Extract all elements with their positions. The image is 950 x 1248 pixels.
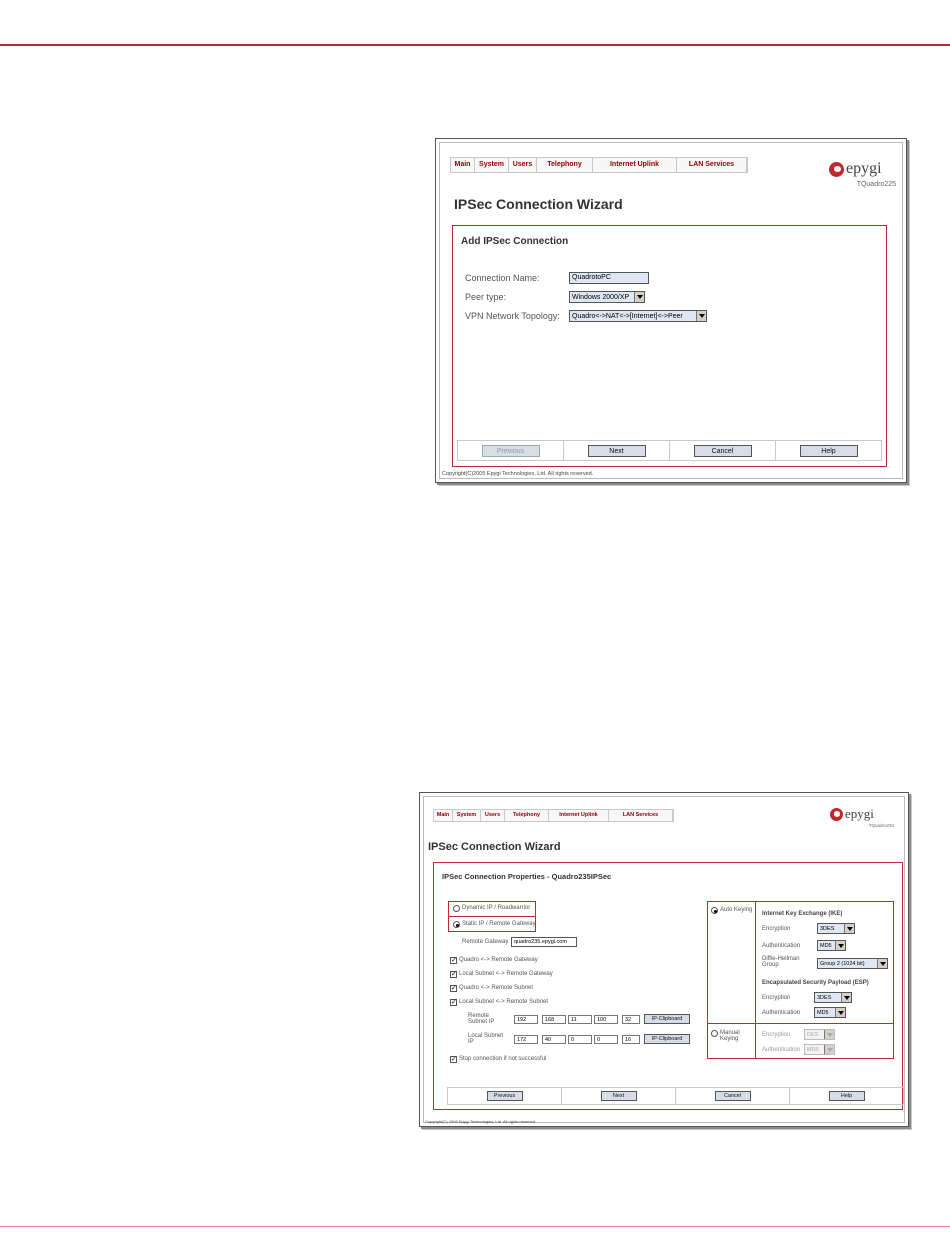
local-mask[interactable]: 16 [622, 1035, 640, 1044]
opt1-label: Quadro <-> Remote Gateway [459, 957, 538, 963]
wizard-panel [433, 862, 903, 1110]
cancel-button[interactable]: Cancel [694, 445, 752, 457]
connection-mode-divider [448, 916, 536, 917]
cancel-button[interactable]: Cancel [715, 1091, 751, 1101]
static-ip-radio[interactable] [453, 921, 460, 928]
nav-tab-users[interactable]: Users [509, 158, 537, 172]
nav-tab-telephony[interactable]: Telephony [505, 810, 549, 821]
wizard-title: IPSec Connection Wizard [428, 841, 561, 853]
next-button[interactable]: Next [588, 445, 646, 457]
screenshot-ipsec-properties [419, 792, 909, 1127]
wizard-button-bar [457, 440, 882, 461]
opt3-label: Quadro <-> Remote Subnet [459, 985, 534, 991]
button-cell [564, 441, 670, 460]
nav-tab-users[interactable]: Users [481, 810, 505, 821]
help-button[interactable]: Help [800, 445, 858, 457]
copyright: Copyright(C)2005 Epygi Technologies, Ltd. All rights reserved. [442, 471, 594, 477]
epygi-logo-text: epygi [845, 806, 874, 821]
chevron-down-icon [835, 941, 845, 950]
esp-encryption-value: 3DES [817, 994, 832, 1001]
nav-tab-telephony[interactable]: Telephony [537, 158, 593, 172]
peer-type-select[interactable] [569, 291, 645, 303]
peer-type-value: Windows 2000/XP [572, 293, 630, 301]
remote-ip-octet-2[interactable]: 168 [542, 1015, 566, 1024]
product-name: TQuadro234 [868, 823, 894, 828]
wizard-title: IPSec Connection Wizard [454, 196, 623, 212]
opt3-checkbox[interactable]: ✓ [451, 985, 457, 992]
topology-label: VPN Network Topology: [465, 311, 560, 321]
button-cell [448, 1088, 562, 1104]
chevron-down-icon [841, 993, 851, 1002]
main-nav [433, 809, 674, 822]
stop-connection-checkbox[interactable]: ✓ [451, 1056, 457, 1063]
epygi-logo-mark [829, 162, 844, 177]
manual-encryption-label: Encryption [762, 1032, 791, 1038]
nav-tab-internet-uplink[interactable]: Internet Uplink [549, 810, 609, 821]
ike-title: Internet Key Exchange (IKE) [762, 911, 843, 917]
ike-authentication-select[interactable] [817, 940, 846, 951]
dh-group-label: Diffie-Hellman Group [762, 956, 800, 968]
topology-value: Quadro<->NAT<->[Internet]<->Peer [572, 312, 683, 320]
header-rule [0, 44, 950, 46]
manual-encryption-select[interactable] [804, 1029, 835, 1040]
nav-tab-main[interactable]: Main [451, 158, 475, 172]
ike-encryption-value: 3DES [820, 925, 835, 932]
ike-authentication-value: MD5 [820, 942, 832, 949]
opt4-checkbox[interactable]: ✓ [451, 999, 457, 1006]
product-name: TQuadro225 [856, 181, 896, 188]
local-ip-octet-1[interactable]: 172 [514, 1035, 538, 1044]
nav-tab-system[interactable]: System [453, 810, 481, 821]
esp-authentication-label: Authentication [762, 1010, 801, 1016]
epygi-logo-mark [830, 808, 843, 821]
manual-authentication-label: Authentication [762, 1047, 801, 1053]
button-cell [790, 1088, 903, 1104]
remote-mask[interactable]: 32 [622, 1015, 640, 1024]
dh-group-select[interactable] [817, 958, 888, 969]
opt2-label: Local Subnet <-> Remote Gateway [459, 971, 553, 977]
nav-tab-main[interactable]: Main [434, 810, 453, 821]
keying-horizontal-divider [707, 1023, 894, 1024]
manual-authentication-select[interactable] [804, 1044, 835, 1055]
chevron-down-icon [696, 311, 706, 321]
auto-keying-radio[interactable] [711, 907, 718, 914]
nav-tab-lan-services[interactable]: LAN Services [609, 810, 673, 821]
chevron-down-icon [844, 924, 854, 933]
screenshot-add-ipsec [435, 138, 907, 483]
connection-name-input[interactable]: QuadrotoPC [569, 272, 649, 284]
main-nav [450, 157, 748, 173]
remote-ip-octet-4[interactable]: 100 [594, 1015, 618, 1024]
manual-keying-label: Manual Keying [720, 1030, 740, 1042]
ike-authentication-label: Authentication [762, 943, 801, 949]
button-cell [670, 441, 776, 460]
remote-ip-octet-1[interactable]: 192 [514, 1015, 538, 1024]
local-ip-octet-4[interactable]: 0 [594, 1035, 618, 1044]
previous-button[interactable]: Previous [487, 1091, 523, 1101]
help-button[interactable]: Help [829, 1091, 865, 1101]
remote-gateway-label: Remote Gateway [462, 939, 509, 945]
dynamic-ip-label: Dynamic IP / Roadwarrior [462, 905, 531, 911]
manual-authentication-value: MD5 [807, 1046, 819, 1053]
previous-button[interactable]: Previous [482, 445, 540, 457]
esp-encryption-label: Encryption [762, 995, 791, 1001]
opt2-checkbox[interactable]: ✓ [451, 971, 457, 978]
manual-keying-radio[interactable] [711, 1030, 718, 1037]
peer-type-label: Peer type: [465, 292, 507, 302]
keying-vertical-divider [755, 901, 756, 1059]
browser-page [439, 142, 903, 479]
chevron-down-icon [634, 292, 644, 302]
topology-select[interactable] [569, 310, 707, 322]
remote-subnet-label: Remote Subnet IP [468, 1013, 495, 1025]
chevron-down-icon [824, 1045, 834, 1054]
epygi-logo [830, 806, 874, 822]
ike-encryption-select[interactable] [817, 923, 855, 934]
next-button[interactable]: Next [601, 1091, 637, 1101]
wizard-panel [452, 225, 887, 467]
panel-title: Add IPSec Connection [461, 236, 569, 247]
local-ip-clipboard-button[interactable]: IP-Clipboard [644, 1034, 690, 1044]
manual-encryption-value: DES [807, 1031, 819, 1038]
copyright: Copyright(C) 2006 Epygi Technologies, Ltd. All rights reserved. [425, 1119, 537, 1124]
epygi-logo-text: epygi [846, 160, 882, 177]
chevron-down-icon [877, 959, 887, 968]
remote-ip-octet-3[interactable]: 11 [568, 1015, 592, 1024]
remote-ip-clipboard-button[interactable]: IP-Clipboard [644, 1014, 690, 1024]
dh-group-value: Group 2 (1024 bit) [820, 960, 865, 967]
local-ip-octet-2[interactable]: 40 [542, 1035, 566, 1044]
footer-rule [0, 1226, 950, 1227]
dynamic-ip-radio[interactable] [453, 905, 460, 912]
esp-encryption-select[interactable] [814, 992, 852, 1003]
panel-title: IPSec Connection Properties - Quadro235IPSec [442, 872, 612, 881]
local-subnet-label: Local Subnet IP [468, 1033, 504, 1045]
browser-page [423, 796, 905, 1123]
esp-authentication-value: MD5 [817, 1009, 829, 1016]
nav-tab-lan-services[interactable]: LAN Services [677, 158, 747, 172]
local-ip-octet-3[interactable]: 0 [568, 1035, 592, 1044]
button-cell [458, 441, 564, 460]
nav-tab-system[interactable]: System [475, 158, 509, 172]
epygi-logo [829, 160, 882, 178]
connection-name-label: Connection Name: [465, 273, 540, 283]
esp-title: Encapsulated Security Payload (ESP) [762, 980, 869, 986]
chevron-down-icon [824, 1030, 834, 1039]
wizard-button-bar [447, 1087, 904, 1105]
ike-encryption-label: Encryption [762, 926, 791, 932]
static-ip-label: Static IP / Remote Gateway [462, 921, 536, 927]
button-cell [676, 1088, 790, 1104]
opt1-checkbox[interactable]: ✓ [451, 957, 457, 964]
auto-keying-label: Auto Keying [720, 907, 753, 913]
opt4-label: Local Subnet <-> Remote Subnet [459, 999, 549, 1005]
button-cell [776, 441, 881, 460]
button-cell [562, 1088, 676, 1104]
remote-gateway-input[interactable]: quadro235.epygi.com [511, 937, 577, 947]
esp-authentication-select[interactable] [814, 1007, 846, 1018]
nav-tab-internet-uplink[interactable]: Internet Uplink [593, 158, 677, 172]
stop-connection-label: Stop connection if not successful [459, 1056, 547, 1062]
chevron-down-icon [835, 1008, 845, 1017]
